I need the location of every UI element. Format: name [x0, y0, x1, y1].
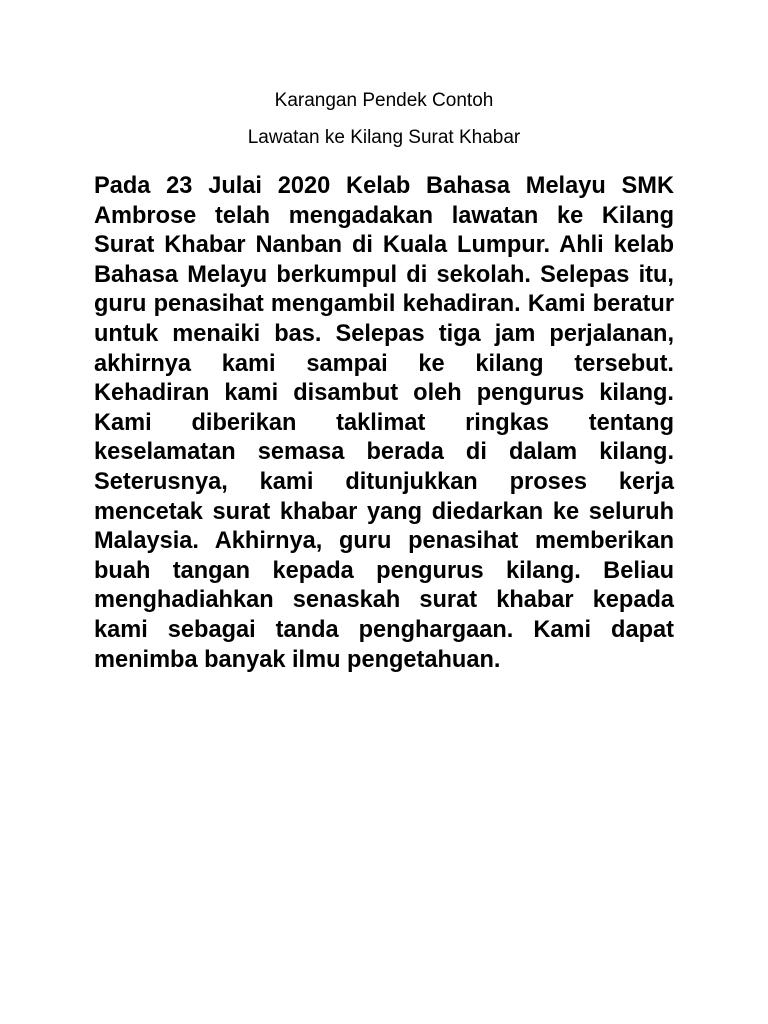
document-subtitle: Lawatan ke Kilang Surat Khabar [247, 127, 521, 148]
essay-paragraph: Pada 23 Julai 2020 Kelab Bahasa Melayu SMK Ambrose telah mengadakan lawatan ke Kilang Surat Khabar Nanban di Kuala Lumpur. Ahli kelab Bahasa Melayu berkumpul di sekolah. Selepas itu, guru penasihat mengambil kehadiran. Kami beratur untuk menaiki bas. Selepas tiga jam perjalanan, akhirnya kami sampai ke kilang tersebut. Kehadiran kami disambut oleh pengurus kilang. Kami diberikan taklimat ringkas tentang keselamatan semasa berada di dalam kilang. Seterusnya, kami ditunjukkan proses kerja mencetak surat khabar yang diedarkan ke seluruh Malaysia. Akhirnya, guru penasihat memberikan buah tangan kepada pengurus kilang. Beliau menghadiahkan senaskah surat khabar kepada kami sebagai tanda penghargaan. Kami dapat menimba banyak ilmu pengetahuan. [94, 173, 674, 673]
document-title: Karangan Pendek Contoh [274, 90, 494, 111]
